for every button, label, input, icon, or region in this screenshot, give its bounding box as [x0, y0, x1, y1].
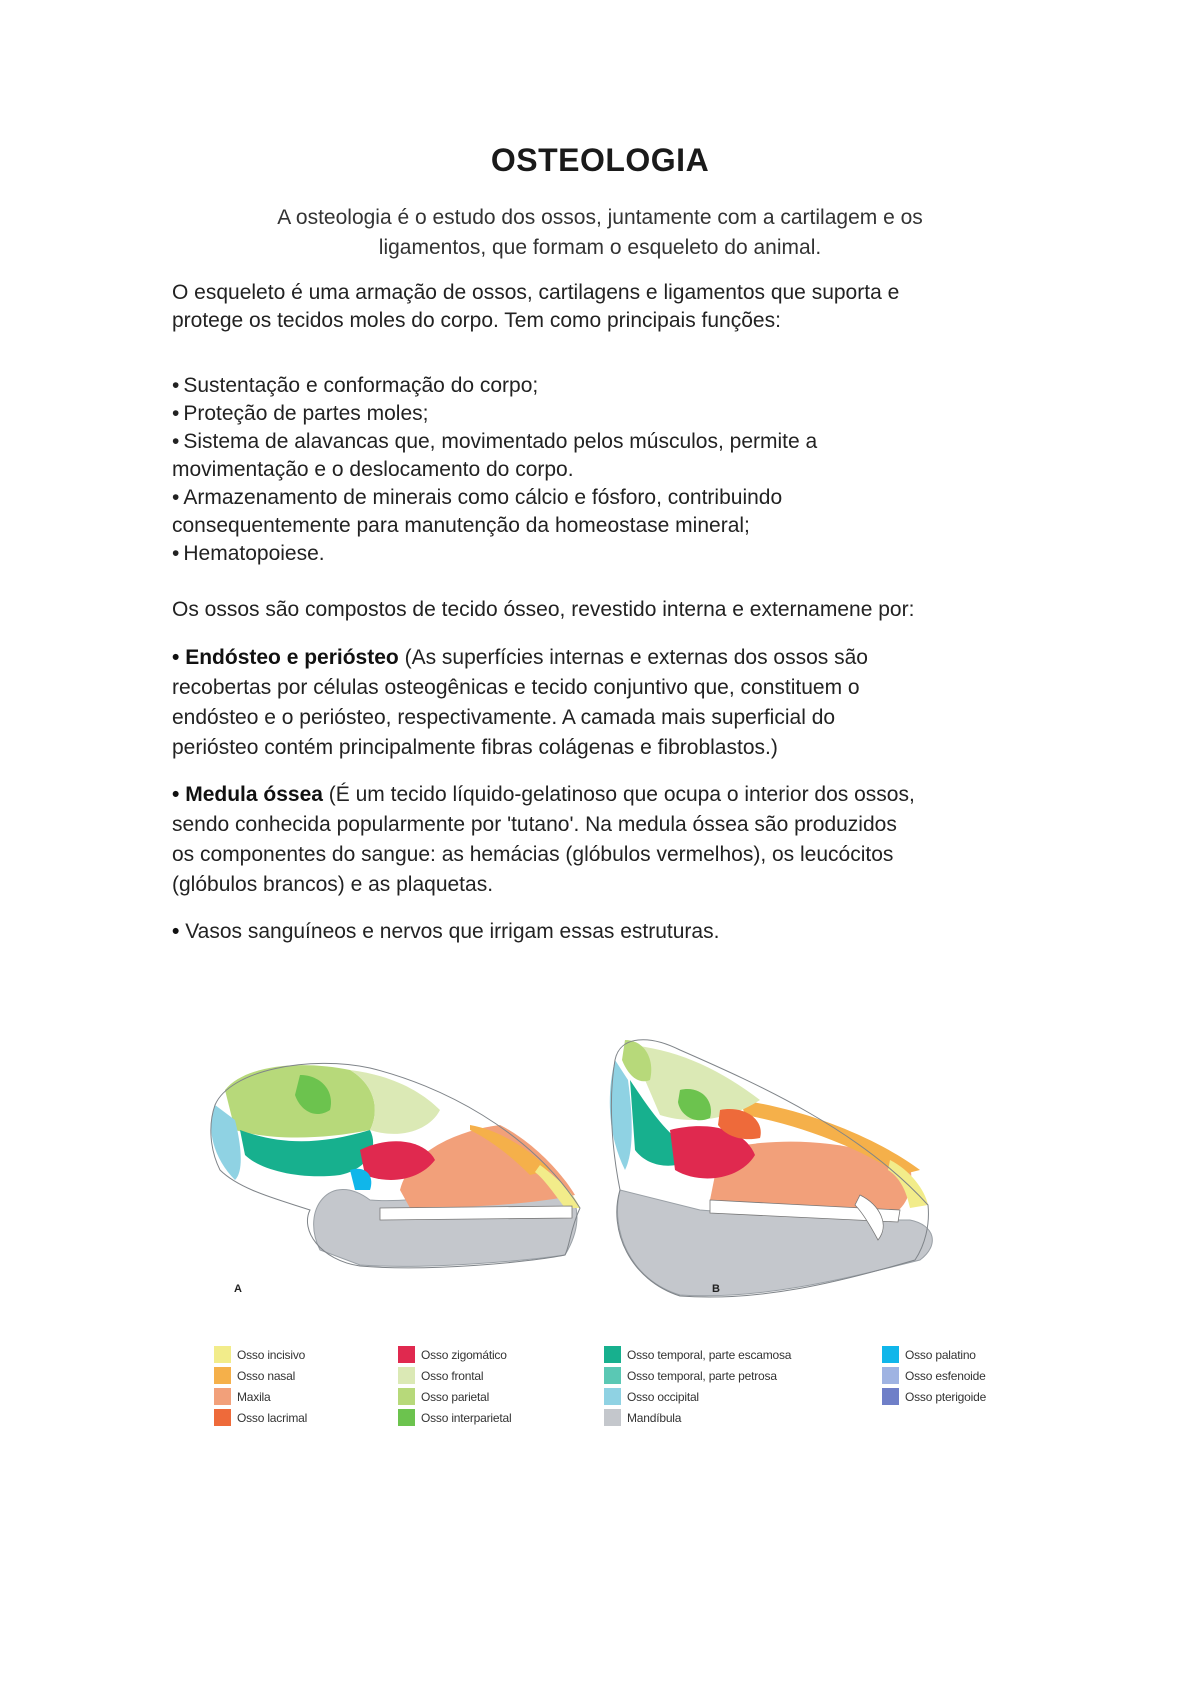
legend-label: Osso frontal: [421, 1368, 484, 1383]
legend-column: [604, 1344, 791, 1428]
legend-swatch: [398, 1409, 415, 1426]
legend-item: [882, 1386, 986, 1407]
legend-label: Osso temporal, parte petrosa: [627, 1368, 777, 1383]
legend-column: [214, 1344, 307, 1428]
legend-label: Osso temporal, parte escamosa: [627, 1347, 792, 1362]
list-item: [172, 484, 1052, 512]
legend-swatch: [604, 1367, 621, 1384]
component-term: Endósteo e periósteo: [185, 646, 399, 669]
function-text: movimentação e o deslocamento do corpo.: [172, 458, 574, 481]
intro-line-2: ligamentos, que formam o esqueleto do animal.: [378, 236, 822, 259]
component-text-line: recobertas por células osteogênicas e tecido conjuntivo que, constituem o: [172, 676, 860, 699]
skeleton-paragraph: [172, 279, 1052, 335]
legend-swatch: [398, 1388, 415, 1405]
list-item: [172, 372, 1052, 400]
bullet-icon: •: [172, 783, 180, 806]
bullet-icon: •: [172, 402, 180, 425]
teeth-a: [380, 1206, 572, 1220]
legend-swatch: [604, 1346, 621, 1363]
legend-label: Osso esfenoide: [905, 1368, 986, 1383]
legend-swatch: [398, 1346, 415, 1363]
vessels-paragraph: [172, 917, 1052, 947]
functions-list: [172, 372, 1052, 568]
parietal-b: [622, 1040, 651, 1081]
legend-label: Osso interparietal: [421, 1410, 512, 1425]
legend-swatch: [882, 1388, 899, 1405]
function-text: Sistema de alavancas que, movimentado pelos músculos, permite a: [183, 430, 818, 453]
component-text-line: endósteo e o periósteo, respectivamente. A camada mais superficial do: [172, 706, 836, 729]
component-text-line: (É um tecido líquido-gelatinoso que ocupa o interior dos ossos,: [328, 783, 915, 806]
legend-column: [882, 1344, 986, 1407]
legend-item: [604, 1365, 791, 1386]
legend-label: Maxila: [237, 1389, 271, 1404]
legend-swatch: [882, 1346, 899, 1363]
legend-swatch: [214, 1367, 231, 1384]
function-text: Hematopoiese.: [183, 542, 325, 565]
function-text: consequentemente para manutenção da homeostase mineral;: [172, 514, 750, 537]
legend-item: [398, 1407, 511, 1428]
legend-item: [214, 1386, 307, 1407]
legend-item: [604, 1407, 791, 1428]
function-text: Sustentação e conformação do corpo;: [183, 374, 539, 397]
page-title: OSTEOLOGIA: [490, 142, 710, 178]
bullet-icon: •: [172, 430, 180, 453]
bullet-icon: •: [172, 646, 180, 669]
legend: [214, 1344, 1014, 1444]
legend-label: Osso lacrimal: [237, 1410, 308, 1425]
legend-swatch: [214, 1346, 231, 1363]
composition-intro: Os ossos são compostos de tecido ósseo, revestido interna e externamene por:: [172, 598, 915, 621]
legend-item: [214, 1407, 307, 1428]
vessels-text: Vasos sanguíneos e nervos que irrigam essas estruturas.: [185, 920, 720, 943]
legend-swatch: [604, 1409, 621, 1426]
intro-line-1: A osteologia é o estudo dos ossos, juntamente com a cartilagem e os: [277, 206, 923, 229]
legend-label: Osso palatino: [905, 1347, 976, 1362]
legend-item: [214, 1344, 307, 1365]
legend-item: [882, 1365, 986, 1386]
legend-item: [214, 1365, 307, 1386]
bullet-icon: •: [172, 374, 180, 397]
legend-column: [398, 1344, 511, 1428]
figure-label-a: A: [234, 1283, 242, 1295]
component-text-line: periósteo contém principalmente fibras colágenas e fibroblastos.): [172, 736, 778, 759]
function-text: Armazenamento de minerais como cálcio e fósforo, contribuindo: [183, 486, 783, 509]
intro-paragraph: [200, 203, 1000, 263]
list-item: [172, 400, 1052, 428]
legend-item: [604, 1386, 791, 1407]
function-text: Proteção de partes moles;: [183, 402, 429, 425]
list-item: [172, 540, 1052, 568]
list-item-continuation: [172, 456, 1052, 484]
skeleton-line-2: protege os tecidos moles do corpo. Tem como principais funções:: [172, 309, 781, 332]
skull-a: [211, 1063, 580, 1267]
legend-swatch: [214, 1388, 231, 1405]
legend-item: [398, 1365, 511, 1386]
bullet-icon: •: [172, 920, 180, 943]
marrow-paragraph: [172, 780, 1052, 900]
legend-item: [398, 1344, 511, 1365]
component-term: Medula óssea: [185, 783, 323, 806]
legend-label: Osso pterigoide: [905, 1389, 987, 1404]
legend-swatch: [214, 1409, 231, 1426]
component-text-line: os componentes do sangue: as hemácias (glóbulos vermelhos), os leucócitos: [172, 843, 894, 866]
legend-label: Mandíbula: [627, 1410, 682, 1425]
legend-label: Osso nasal: [237, 1368, 296, 1383]
legend-label: Osso zigomático: [421, 1347, 507, 1362]
component-text-line: (As superfícies internas e externas dos ossos são: [404, 646, 868, 669]
legend-item: [882, 1344, 986, 1365]
legend-item: [398, 1386, 511, 1407]
figure-label-b: B: [712, 1283, 720, 1295]
list-item: [172, 428, 1052, 456]
legend-label: Osso incisivo: [237, 1347, 306, 1362]
legend-label: Osso parietal: [421, 1389, 490, 1404]
legend-swatch: [398, 1367, 415, 1384]
legend-swatch: [882, 1367, 899, 1384]
endosteum-paragraph: [172, 643, 1052, 763]
skeleton-line-1: O esqueleto é uma armação de ossos, cartilagens e ligamentos que suporta e: [172, 281, 900, 304]
component-text-line: sendo conhecida popularmente por 'tutano'. Na medula óssea são produzidos: [172, 813, 897, 836]
legend-swatch: [604, 1388, 621, 1405]
component-text-line: (glóbulos brancos) e as plaquetas.: [172, 873, 494, 896]
list-item-continuation: [172, 512, 1052, 540]
bullet-icon: •: [172, 486, 180, 509]
bullet-icon: •: [172, 542, 180, 565]
skull-b: [610, 1040, 933, 1297]
legend-label: Osso occipital: [627, 1389, 699, 1404]
legend-item: [604, 1344, 791, 1365]
